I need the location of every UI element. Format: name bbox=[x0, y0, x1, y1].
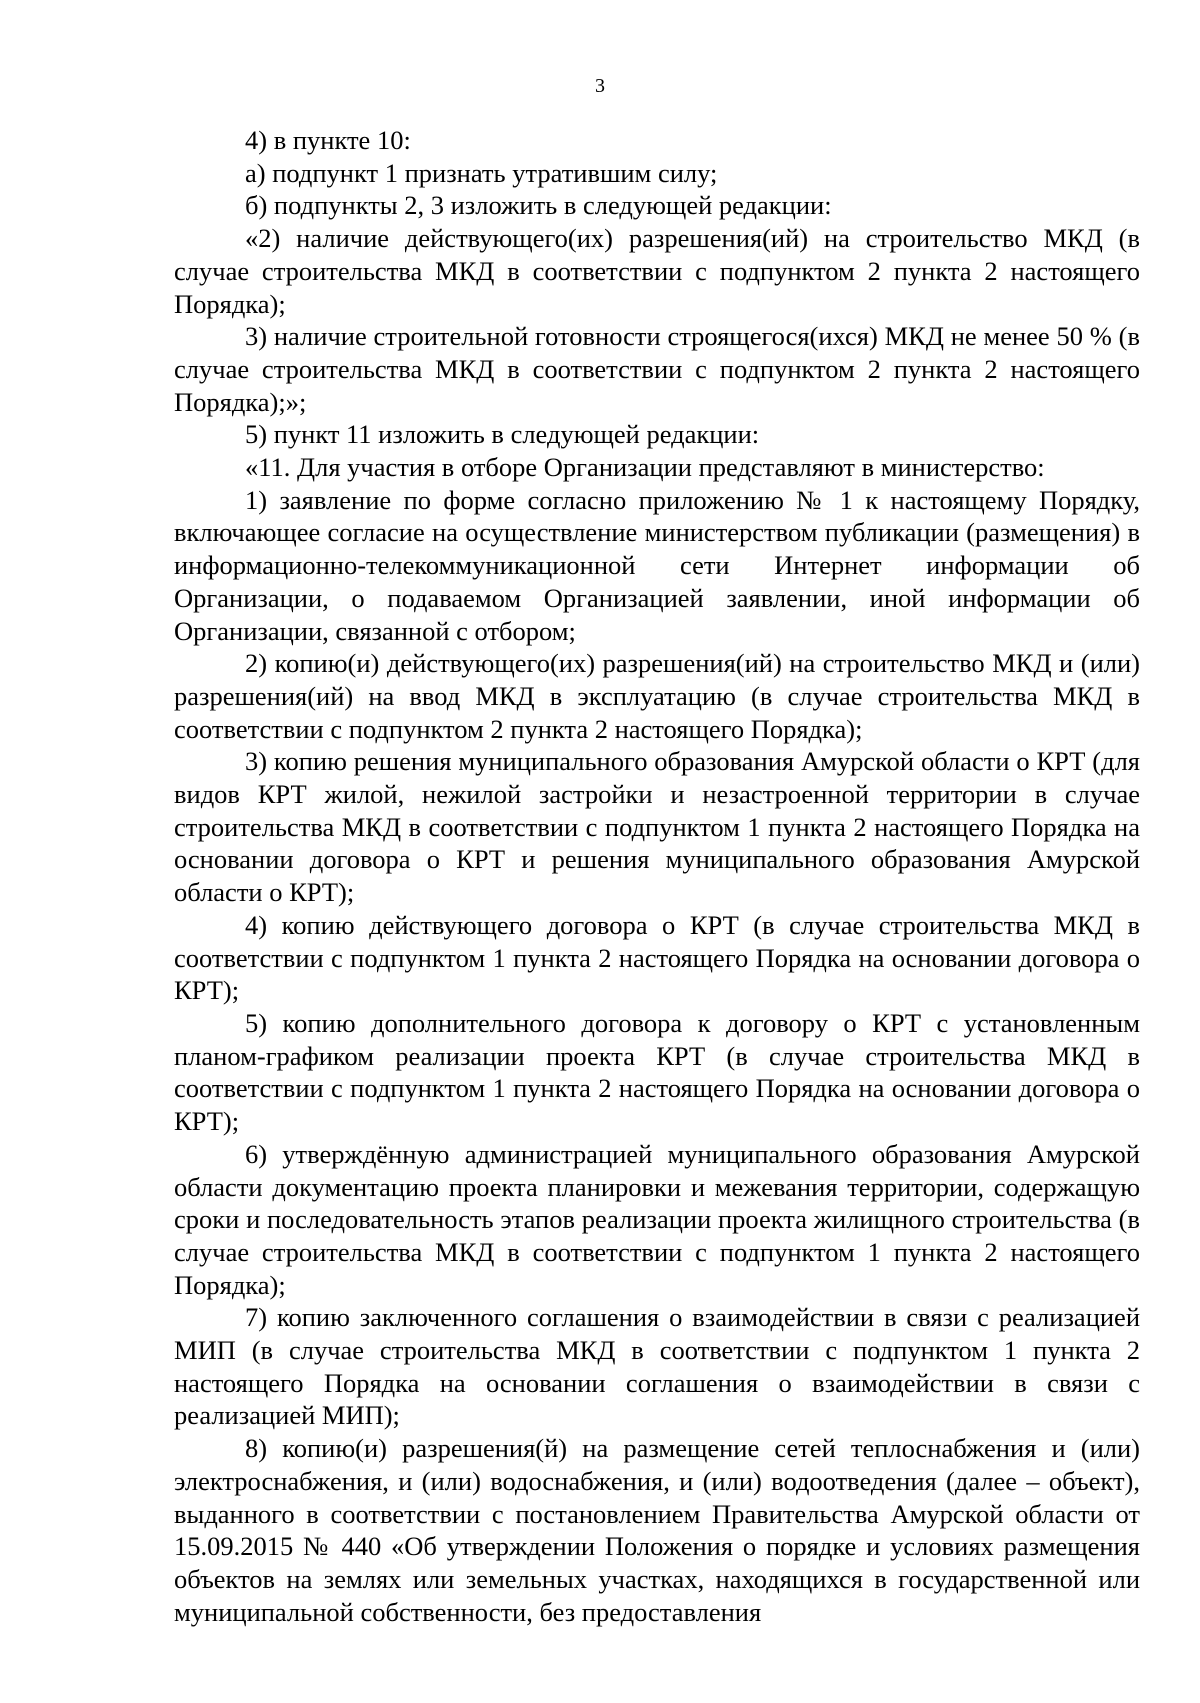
paragraph-quoted-2: «2) наличие действующего(их) разрешения(ий) на строительство МКД (в случае строительства МКД в соответствии с подпунктом 2 пункта 2 настоящего Порядка); bbox=[174, 223, 1140, 319]
paragraph-list-4: 4) копию действующего договора о КРТ (в случае строительства МКД в соответствии с подпунктом 1 пункта 2 настоящего Порядка на основании договора о КРТ); bbox=[174, 909, 1140, 1006]
paragraph-list-8: 8) копию(и) разрешения(й) на размещение сетей теплоснабжения и (или) электроснабжения, и (или) водоснабжения, и (или) водоотведения (далее – объект), выданного в соответствии с постановлением Правительства Амурской области от 15.09.2015 № 440 «Об утверждении Положения о порядке и условиях размещения объектов на землях или земельных участках, находящихся в государственной или муниципальной собственности, без предоставления bbox=[174, 1433, 1140, 1627]
document-body bbox=[174, 124, 1140, 1628]
paragraph-item-4: 4) в пункте 10: bbox=[245, 125, 411, 155]
paragraph-list-7: 7) копию заключенного соглашения о взаимодействии в связи с реализацией МИП (в случае строительства МКД в соответствии с подпунктом 1 пункта 2 настоящего Порядка на основании соглашения о взаимодействии в связи с реализацией МИП); bbox=[174, 1302, 1140, 1431]
paragraph-item-5: 5) пункт 11 изложить в следующей редакции: bbox=[245, 419, 760, 450]
page-number: 3 bbox=[595, 75, 605, 97]
paragraph-list-3: 3) копию решения муниципального образования Амурской области о КРТ (для видов КРТ жилой, нежилой застройки и незастроенной территории в случае строительства МКД в соответствии с подпунктом 1 пункта 2 настоящего Порядка на основании договора о КРТ и решения муниципального образования Амурской области о КРТ); bbox=[174, 746, 1140, 908]
paragraph-quoted-11: «11. Для участия в отборе Организации представляют в министерство: bbox=[245, 452, 1045, 483]
paragraph-list-5: 5) копию дополнительного договора к договору о КРТ с установленным планом-графиком реализации проекта КРТ (в случае строительства МКД в соответствии с подпунктом 1 пункта 2 настоящего Порядка на основании договора о КРТ); bbox=[174, 1007, 1140, 1137]
paragraph-list-1: 1) заявление по форме согласно приложению № 1 к настоящему Порядку, включающее согласие на осуществление министерством публикации (размещения) в информационно-телекоммуникационной сети Интернет информации об Организации, о подаваемом Организацией заявлении, иной информации об Организации, связанной с отбором; bbox=[174, 484, 1140, 646]
paragraph-list-2: 2) копию(и) действующего(их) разрешения(ий) на строительство МКД и (или) разрешения(ий) на ввод МКД в эксплуатацию (в случае строительства МКД в соответствии с подпунктом 2 пункта 2 настоящего Порядка); bbox=[174, 648, 1140, 744]
paragraph-subitem-a: а) подпункт 1 признать утратившим силу; bbox=[245, 157, 718, 188]
paragraph-subitem-b: б) подпункты 2, 3 изложить в следующей редакции: bbox=[245, 190, 832, 221]
paragraph-quoted-3: 3) наличие строительной готовности строящегося(ихся) МКД не менее 50 % (в случае строительства МКД в соответствии с подпунктом 2 пункта 2 настоящего Порядка);»; bbox=[174, 321, 1140, 417]
paragraph-list-6: 6) утверждённую администрацией муниципального образования Амурской области документацию проекта планировки и межевания территории, содержащую сроки и последовательность этапов реализации проекта жилищного строительства (в случае строительства МКД в соответствии с подпунктом 1 пункта 2 настоящего Порядка); bbox=[174, 1138, 1140, 1300]
